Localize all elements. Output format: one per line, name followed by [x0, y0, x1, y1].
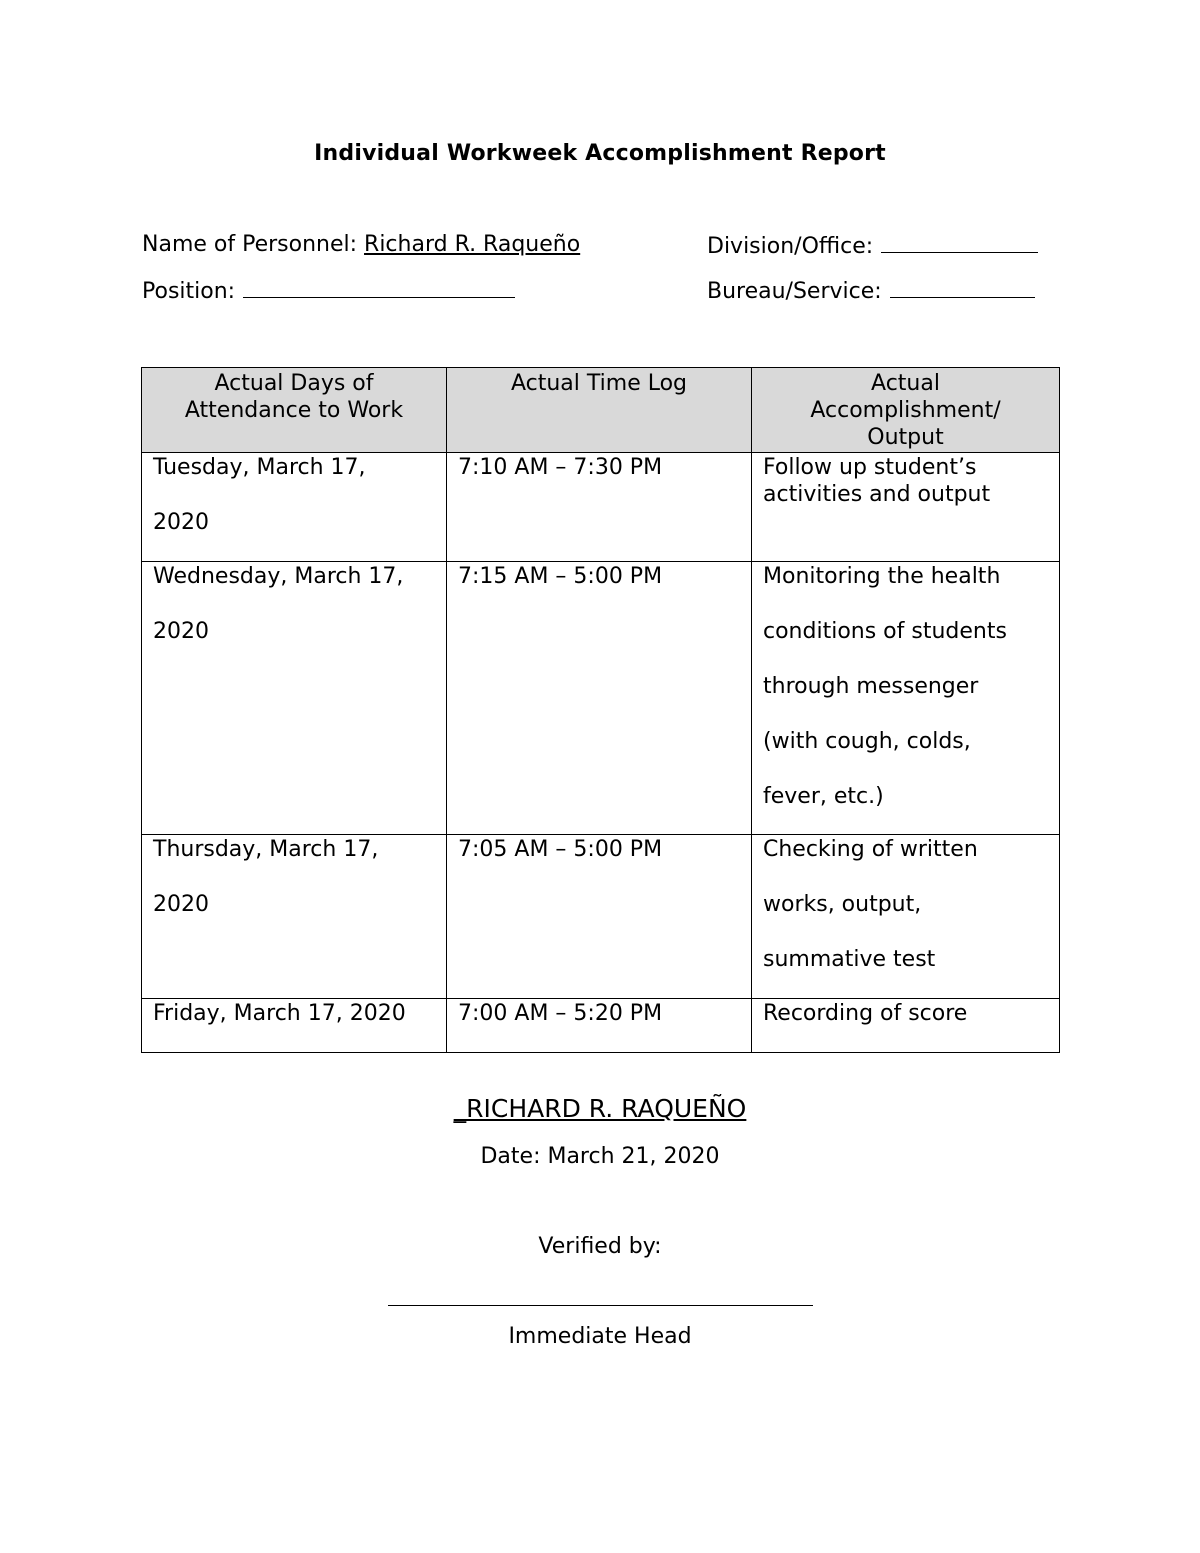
name-of-personnel-field — [142, 232, 580, 257]
accomplishment-line: activities and output — [763, 482, 991, 507]
signatory-name: _RICHARD R. RAQUEÑO — [453, 1094, 747, 1123]
day-cell — [142, 562, 447, 835]
accomplishment-line: works, output, — [763, 892, 922, 917]
day-cell — [142, 835, 447, 999]
bureau-service-label: Bureau/Service: — [707, 279, 882, 304]
accomplishment-line: (with cough, colds, — [763, 729, 971, 754]
signature-date: Date: March 21, 2020 — [480, 1144, 720, 1169]
table-row — [142, 562, 1060, 835]
header-days-text: Actual Days of Attendance to Work — [184, 371, 404, 423]
verified-by-label: Verified by: — [538, 1234, 662, 1259]
accomplishment-line: conditions of students — [763, 619, 1007, 644]
name-of-personnel-value: Richard R. Raqueño — [364, 232, 581, 257]
division-office-blank[interactable] — [881, 232, 1038, 253]
accomplishment-line: summative test — [763, 947, 936, 972]
document-title: Individual Workweek Accomplishment Report — [314, 141, 886, 166]
day-cell — [142, 453, 447, 562]
time-cell: 7:10 AM – 7:30 PM — [447, 453, 752, 562]
day-line-1: Thursday, March 17, — [153, 837, 379, 862]
accomplishment-line: fever, etc.) — [763, 784, 884, 809]
bureau-service-blank[interactable] — [890, 277, 1035, 298]
accomplishment-cell — [752, 999, 1060, 1053]
day-line-1: Friday, March 17, 2020 — [153, 1001, 406, 1026]
accomplishment-line: Follow up student’s — [763, 455, 977, 480]
table-header-row — [142, 368, 1060, 453]
accomplishment-cell — [752, 835, 1060, 999]
header-accomplishment-text: Actual Accomplishment/ Output — [810, 371, 1001, 450]
table-row — [142, 999, 1060, 1053]
position-field — [142, 277, 515, 304]
immediate-head-signature-line[interactable] — [388, 1305, 813, 1306]
division-office-field — [707, 232, 1038, 259]
day-line-2: 2020 — [153, 510, 209, 535]
day-line-1: Wednesday, March 17, — [153, 564, 404, 589]
division-office-label: Division/Office: — [707, 234, 874, 259]
immediate-head-label: Immediate Head — [508, 1324, 692, 1349]
time-cell: 7:00 AM – 5:20 PM — [447, 999, 752, 1053]
header-accomplishment — [752, 368, 1060, 453]
accomplishment-line: Recording of score — [763, 1001, 968, 1026]
accomplishment-line: Checking of written — [763, 837, 978, 862]
bureau-service-field — [707, 277, 1035, 304]
accomplishment-cell — [752, 453, 1060, 562]
accomplishment-line: Monitoring the health — [763, 564, 1001, 589]
time-cell: 7:15 AM – 5:00 PM — [447, 562, 752, 835]
day-line-2: 2020 — [153, 892, 209, 917]
table-row — [142, 835, 1060, 999]
header-time-log: Actual Time Log — [447, 368, 752, 453]
attendance-table — [141, 367, 1060, 1053]
day-cell — [142, 999, 447, 1053]
position-blank[interactable] — [243, 277, 515, 298]
table-row — [142, 453, 1060, 562]
name-of-personnel-label: Name of Personnel: — [142, 232, 358, 257]
accomplishment-line: through messenger — [763, 674, 979, 699]
day-line-1: Tuesday, March 17, — [153, 455, 366, 480]
position-label: Position: — [142, 279, 236, 304]
time-cell: 7:05 AM – 5:00 PM — [447, 835, 752, 999]
accomplishment-cell — [752, 562, 1060, 835]
header-days-of-attendance — [142, 368, 447, 453]
day-line-2: 2020 — [153, 619, 209, 644]
